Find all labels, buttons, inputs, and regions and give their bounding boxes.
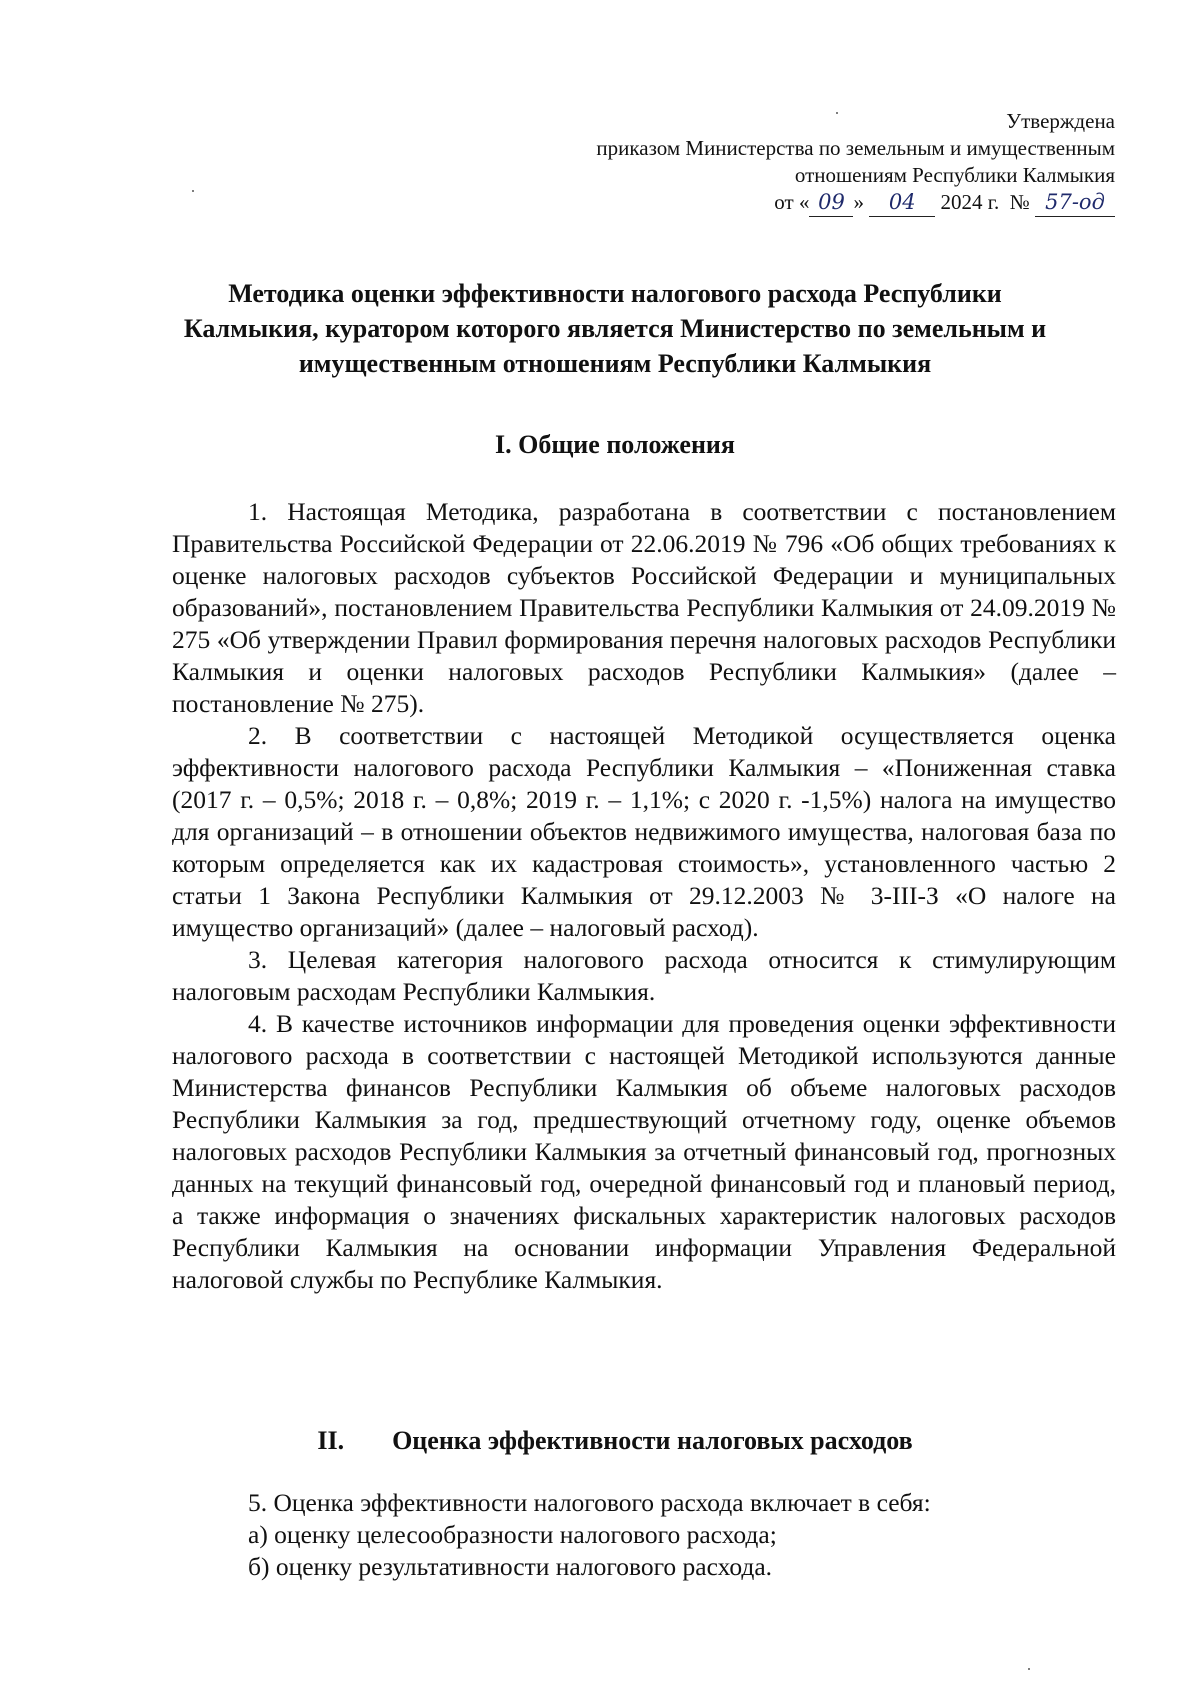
paragraph-1: 1. Настоящая Методика, разработана в соответствии с постановлением Правительства Российской Федерации от 22.06.2019 № 796 «Об общих требованиях к оценке налоговых расходов субъектов Российской Федерации и муниципальных образований», постановлением Правительства Республики Калмыкия от 24.09.2019 № 275 «Об утверждении Правил формирования перечня налоговых расходов Республики Калмыкия и оценки налоговых расходов Республики Калмыкия» (далее – постановление № 275). (172, 497, 1116, 718)
scan-speck (192, 190, 194, 192)
paragraph-3: 3. Целевая категория налогового расхода относится к стимулирующим налоговым расходам Республики Калмыкия. (172, 945, 1116, 1006)
title-line-3: имущественным отношениям Республики Калмыкия (298, 349, 932, 378)
handwritten-day: 09 (809, 189, 853, 217)
title-line-1: Методика оценки эффективности налогового расхода Республики (228, 279, 1002, 308)
approval-line-3: отношениям Республики Калмыкия (794, 163, 1115, 187)
approval-line-2: приказом Министерства по земельным и имущественным (596, 136, 1115, 160)
date-separator: » (853, 190, 864, 214)
section-2-number: II. (317, 1426, 345, 1455)
title-line-2: Калмыкия, куратором которого является Министерство по земельным и (183, 314, 1047, 343)
handwritten-order-number: 57-од (1035, 189, 1115, 217)
section-1-heading: I. Общие положения (495, 430, 735, 459)
list-item: а) оценку целесообразности налогового расхода; (248, 1520, 777, 1549)
section-2-body (172, 1487, 1116, 1583)
approval-year: 2024 г. (940, 190, 1000, 214)
document-title (150, 276, 1080, 381)
scan-speck (1028, 1668, 1030, 1670)
paragraph-4: 4. В качестве источников информации для проведения оценки эффективности налогового расхода в соответствии с настоящей Методикой используются данные Министерства финансов Республики Калмыкия об объеме налоговых расходов Республики Калмыкия за год, предшествующий отчетному году, оценке объемов налоговых расходов Республики Калмыкия за отчетный финансовый год, прогнозных данных на текущий финансовый год, очередной финансовый год и плановый период, а также информация о значениях фискальных характеристик налоговых расходов Республики Калмыкия на основании информации Управления Федеральной налоговой службы по Республике Калмыкия. (172, 1009, 1116, 1294)
approval-date-row (596, 189, 1115, 217)
date-prefix: от « (774, 190, 810, 214)
approval-line-1: Утверждена (1006, 109, 1115, 133)
paragraph-5: 5. Оценка эффективности налогового расхода включает в себя: (248, 1488, 931, 1517)
number-prefix: № (1009, 190, 1030, 214)
list-item: б) оценку результативности налогового расхода. (248, 1552, 773, 1581)
section-2-heading (150, 1423, 1080, 1458)
section-2-title: Оценка эффективности налоговых расходов (392, 1426, 913, 1455)
approval-stamp (596, 108, 1115, 217)
paragraph-2: 2. В соответствии с настоящей Методикой осуществляется оценка эффективности налогового расхода Республики Калмыкия – «Пониженная ставка (2017 г. – 0,5%; 2018 г. – 0,8%; 2019 г. – 1,1%; с 2020 г. -1,5%) налога на имущество для организаций – в отношении объектов недвижимого имущества, налоговая база по которым определяется как их кадастровая стоимость», установленного частью 2 статьи 1 Закона Республики Калмыкия от 29.12.2003 № 3-III-З «О налоге на имущество организаций» (далее – налоговый расход). (172, 721, 1116, 942)
scan-speck (836, 112, 838, 114)
section-1-body (172, 496, 1116, 1296)
handwritten-month: 04 (869, 189, 935, 217)
